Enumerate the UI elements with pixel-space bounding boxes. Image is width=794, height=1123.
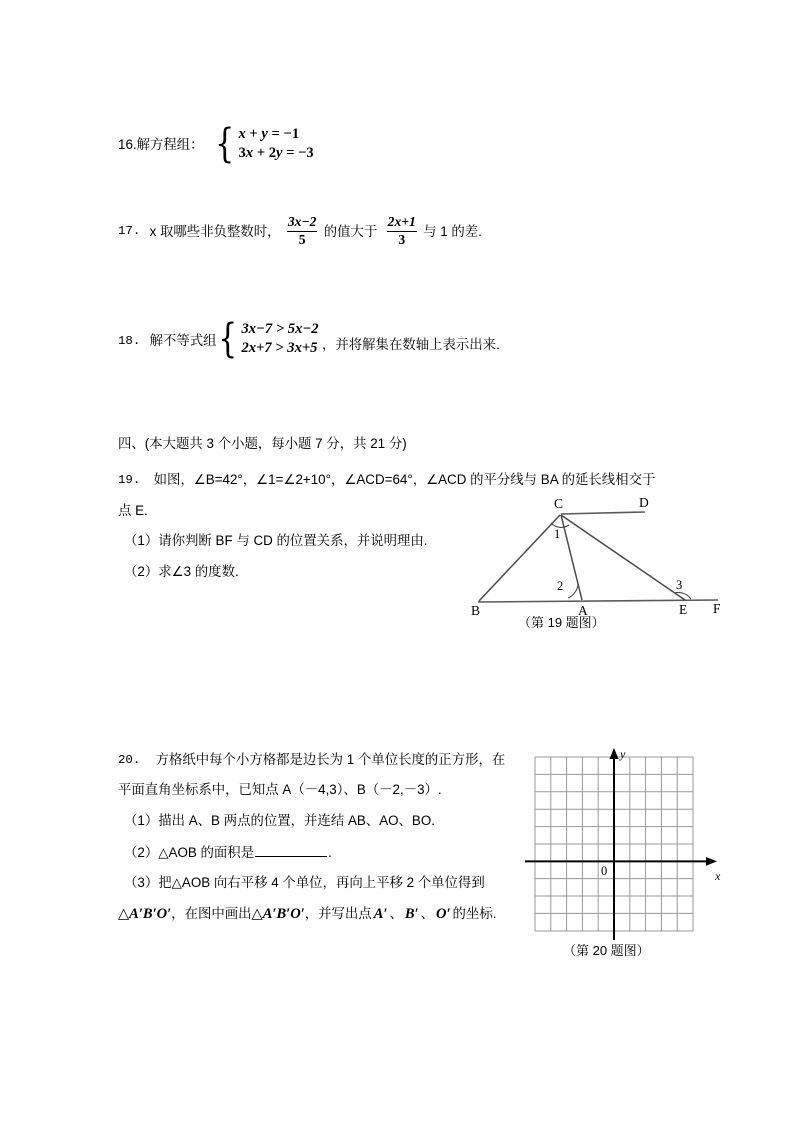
problem-19-item-1: （1）请你判断 BF 与 CD 的位置关系，并说明理由. xyxy=(124,533,428,548)
y-axis-label: y xyxy=(620,747,626,761)
angle-label-2: 2 xyxy=(557,579,564,593)
angle-label-3: 3 xyxy=(676,578,683,592)
problem-17-text-a: x 取哪些非负整数时， xyxy=(149,223,281,239)
problem-20-figure xyxy=(525,748,725,948)
point-O-prime: O′ xyxy=(435,905,451,922)
point-B-prime: B′ xyxy=(404,905,419,922)
segment-CB xyxy=(479,515,560,601)
problem-19-figure-caption: （第 19 题图） xyxy=(518,615,605,630)
origin-label: 0 xyxy=(601,864,608,878)
problem-16-system xyxy=(212,118,314,170)
point-label-F: F xyxy=(713,601,721,616)
problem-20-item-3: （3）把△AOB 向右平移 4 个单位，再向上平移 2 个单位得到 xyxy=(124,875,485,890)
problem-20-item-2-text: （2）△AOB 的面积是 xyxy=(124,845,255,860)
problem-19-label: 19. xyxy=(118,472,141,487)
angle-arc-2 xyxy=(568,585,578,598)
problem-20-item-4: △A′B′O′，在图中画出△A′B′O′，并写出点 A′ 、 B′ 、 O′ 的坐标. xyxy=(118,905,497,922)
section-4-heading: 四、(本大题共 3 个小题，每小题 7 分，共 21 分) xyxy=(118,436,407,451)
triangle-A-prime-B-prime-O-prime-2: △A′B′O′ xyxy=(251,905,305,922)
point-label-E: E xyxy=(679,602,688,617)
coordinate-grid-diagram xyxy=(525,748,725,948)
problem-19-line-1 xyxy=(118,472,655,487)
problem-20-text-1: 方格纸中每个小方格都是边长为 1 个单位长度的正方形，在 xyxy=(155,752,506,768)
problem-20-item-2 xyxy=(124,845,332,859)
problem-18-inequality-2: 2x+7 > 3x+5 xyxy=(241,339,318,356)
problem-17 xyxy=(118,215,482,248)
y-axis-arrow-icon xyxy=(610,748,619,759)
x-axis-label: x xyxy=(715,869,721,883)
segment-CD xyxy=(561,512,645,514)
problem-20-line-1 xyxy=(118,752,505,767)
problem-17-fraction-2: $\frac{2x+1}{3}$ xyxy=(387,214,416,247)
answer-blank-area[interactable] xyxy=(255,845,327,857)
problem-19-item-2: （2）求∠3 的度数. xyxy=(124,564,239,579)
triangle-A-prime-B-prime-O-prime-1: △A′B′O′ xyxy=(118,905,172,922)
problem-16-stem: 解方程组： xyxy=(136,137,204,152)
problem-19-line-2: 点 E. xyxy=(118,503,148,518)
problem-16-equation-2: 3x + 2y = −3 xyxy=(238,144,314,161)
problem-18-label: 18. xyxy=(118,333,141,348)
problem-20-line-2: 平面直角坐标系中，已知点 A（－4,3）、B（－2,－3）. xyxy=(118,782,442,797)
problem-16-equation-1: x + y = −1 xyxy=(238,126,300,143)
point-label-C: C xyxy=(554,496,564,511)
problem-18-system xyxy=(215,313,319,365)
problem-17-text-c: 与 1 的差. xyxy=(423,223,482,239)
problem-16-number xyxy=(118,138,204,151)
left-brace-icon: { xyxy=(218,315,238,362)
problem-18-number xyxy=(118,333,217,348)
problem-16-label: 16. xyxy=(118,137,137,152)
point-label-A: A xyxy=(578,603,588,618)
point-label-D: D xyxy=(639,495,649,510)
problem-20-item-1: （1）描出 A、B 两点的位置，并连结 AB、AO、BO. xyxy=(124,813,435,828)
problem-17-label: 17. xyxy=(118,224,141,239)
problem-20-figure-caption: （第 20 题图） xyxy=(563,943,650,958)
point-A-prime: A′ xyxy=(373,905,388,922)
problem-19-text-1: 如图，∠B=42°，∠1=∠2+10°，∠ACD=64°，∠ACD 的平分线与 BA 的延长线相交于 xyxy=(153,472,656,488)
point-label-B: B xyxy=(471,603,481,618)
problem-17-fraction-1: $\frac{3x-2}{5}$ xyxy=(287,214,317,247)
problem-18-stem: 解不等式组 xyxy=(149,333,217,349)
x-axis-arrow-icon xyxy=(706,857,717,866)
problem-20-label: 20. xyxy=(118,752,141,767)
problem-18-tail: ，并将解集在数轴上表示出来. xyxy=(322,337,500,352)
left-brace-icon: { xyxy=(215,120,235,167)
problem-17-text-b: 的值大于 xyxy=(323,223,378,239)
problem-20-item-2-period: . xyxy=(328,845,332,860)
problem-18-inequality-1: 3x−7 > 5x−2 xyxy=(241,321,319,338)
angle-label-1: 1 xyxy=(554,527,561,541)
